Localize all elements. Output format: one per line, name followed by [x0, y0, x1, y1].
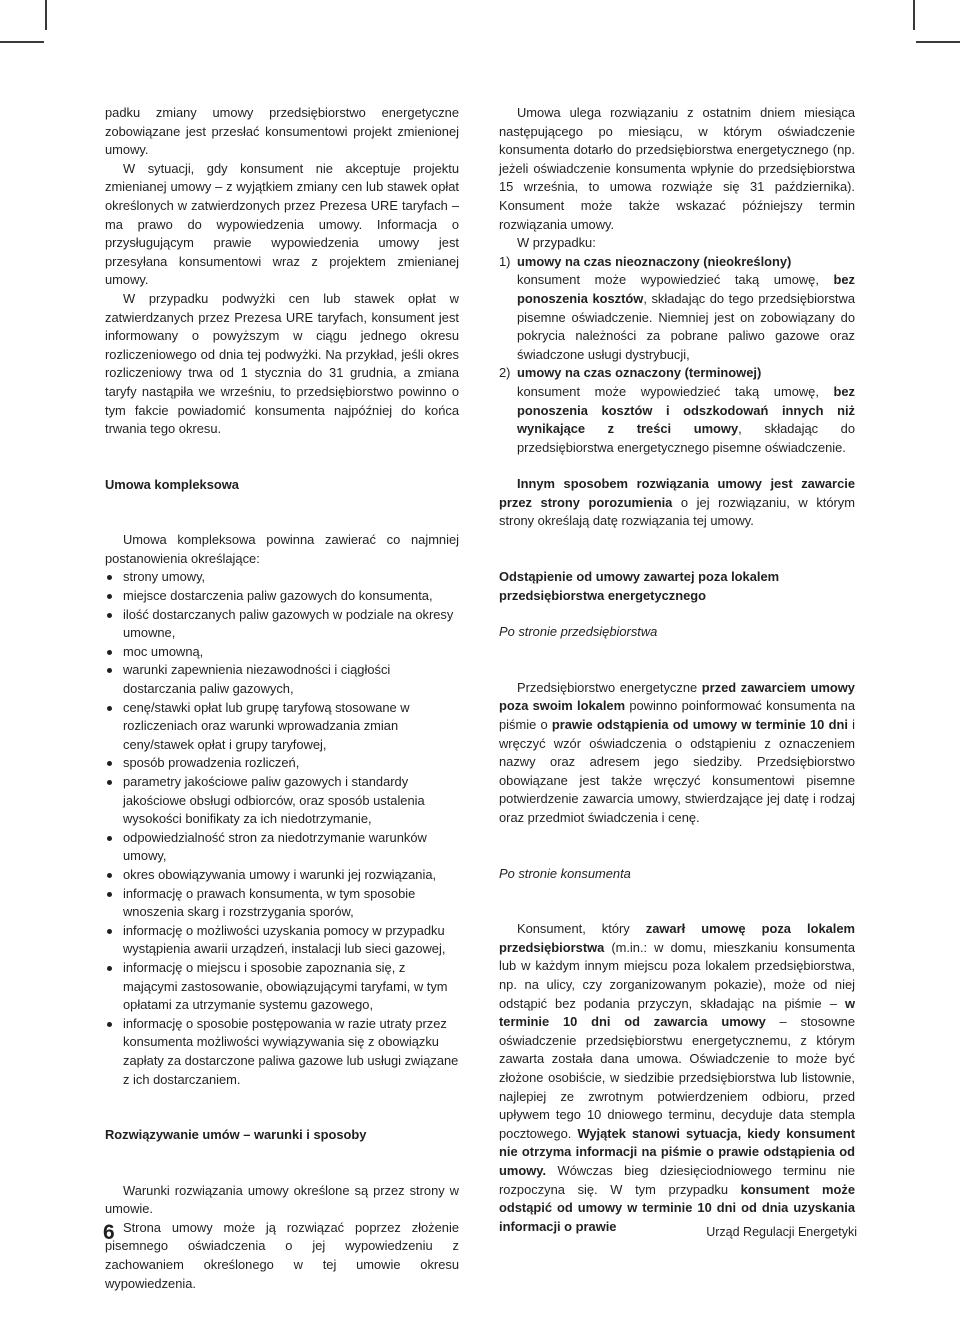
list-item: sposób prowadzenia rozliczeń,	[105, 754, 459, 773]
paragraph: Strona umowy może ją rozwiązać poprzez złożenie pisemnego oświadczenia o jej wypowiedzeniu z zachowaniem określonego w tej umowie okresu wypowiedzenia.	[105, 1219, 459, 1291]
section-heading: Umowa kompleksowa	[105, 476, 239, 492]
paragraph: Przedsiębiorstwo energetyczne przed zawarciem umowy poza swoim lokalem powinno poinformować konsumenta na piśmie o prawie odstąpienia od umowy w terminie 10 dni i wręczyć wzór oświadczenia o odstąpieniu z oznaczeniem nazwy oraz adresem jego siedziby. Przedsiębiorstwo obowiązane jest także wręczyć konsumentowi pisemne potwierdzenie zawarcia umowy, stwierdzające jej datę i rodzaj oraz przedmiot świadczenia i cenę.	[499, 679, 855, 825]
list-item: okres obowiązywania umowy i warunki jej rozwiązania,	[105, 866, 459, 885]
left-column	[105, 104, 459, 1293]
paragraph: padku zmiany umowy przedsiębiorstwo energetyczne zobowiązane jest przesłać konsumentowi projekt zmienionej umowy.	[105, 105, 459, 158]
list-item: ilość dostarczanych paliw gazowych w podziale na okresy umowne,	[105, 606, 459, 643]
list-item: strony umowy,	[105, 568, 459, 587]
list-number: 1)	[499, 253, 511, 269]
list-item: informację o miejscu i sposobie zapoznania się, z mającymi zastosowanie, obowiązującymi taryfami, w tym opłatami za utrzymanie systemu gazowego,	[105, 959, 459, 1015]
paragraph: W przypadku podwyżki cen lub stawek opłat w zatwierdzanych przez Prezesa URE taryfach, konsument jest informowany o powyższym w ciągu jednego okresu rozliczeniowego od dnia tej podwyżki. Na przykład, jeśli okres rozliczeniowy trwa od 1 stycznia do 31 grudnia, a zmiana taryfy nastąpiła we wrześniu, to przedsiębiorstwo powinno o tym fakcie powiadomić konsumenta najpóźniej do końca trwania tego okresu.	[105, 290, 459, 437]
list-item: moc umowną,	[105, 643, 459, 662]
paragraph: Umowa kompleksowa powinna zawierać co najmniej postanowienia określające:	[105, 532, 459, 566]
crop-mark	[913, 0, 915, 30]
paragraph: W przypadku:	[517, 235, 596, 251]
crop-mark	[916, 41, 960, 43]
section-heading: Odstąpienie od umowy zawartej poza lokalem przedsiębiorstwa energetycznego	[499, 569, 780, 603]
list-item	[499, 364, 855, 457]
list-item: informację o sposobie postępowania w razie utraty przez konsumenta możliwości wywiązywania się z obowiązku zapłaty za dostarczone paliwa gazowe lub usługi związane z ich dostarczaniem.	[105, 1015, 459, 1089]
crop-mark	[45, 0, 47, 30]
list-item: miejsce dostarczenia paliw gazowych do konsumenta,	[105, 587, 459, 606]
paragraph: Umowa ulega rozwiązaniu z ostatnim dniem miesiąca następującego po miesiącu, w którym oświadczenie konsumenta dotarło do przedsiębiorstwa energetycznego (np. jeżeli oświadczenie konsumenta wpłynie do przedsiębiorstwa 15 września, to umowa rozwiąże się 31 października). Konsument może także wskazać późniejszy termin rozwiązania umowy.	[499, 105, 855, 232]
section-heading: Rozwiązywanie umów – warunki i sposoby	[105, 1127, 367, 1143]
paragraph: W sytuacji, gdy konsument nie akceptuje projektu zmienianej umowy – z wyjątkiem zmiany cen lub stawek opłat określonych w zatwierdzonych przez Prezesa URE taryfach – ma prawo do wypowiedzenia umowy. Informacja o przysługującym prawie wypowiedzenia umowy jest przesyłana konsumentowi wraz z projektem zmienianej umowy.	[105, 160, 459, 288]
case-body: konsument może wypowiedzieć taką umowę, bez ponoszenia kosztów, składając do tego przedsiębiorstwa pisemne oświadczenie. Niemniej jest on zobowiązany do pokrycia należności za pobrane paliwo gazowe oraz świadczone usługi dystrybucji,	[517, 272, 855, 362]
case-title: umowy na czas oznaczony (terminowej)	[517, 365, 762, 381]
case-body: konsument może wypowiedzieć taką umowę, bez ponoszenia kosztów i odszkodowań innych niż wynikające z treści umowy, składając do przedsiębiorstwa energetycznego pisemne oświadczenie.	[517, 383, 856, 455]
list-number: 2)	[499, 365, 511, 381]
bullet-list	[105, 568, 459, 1089]
case-title: umowy na czas nieoznaczony (nieokreślony)	[517, 253, 792, 269]
subheading: Po stronie przedsiębiorstwa	[499, 624, 658, 640]
list-item	[499, 253, 855, 365]
paragraph: Konsument, który zawarł umowę poza lokalem przedsiębiorstwa (m.in.: w domu, mieszkaniu konsumenta lub w każdym innym miejscu poza lokalem przedsiębiorstwa, np. na ulicy, czy zorganizowanym pokazie), może od niej odstąpić bez podania przyczyn, składając na piśmie – w terminie 10 dni od zawarcia umowy – stosowne oświadczenie przedsiębiorstwu energetycznemu, z którym zawarta została dana umowa. Oświadczenie to może być złożone osobiście, w siedzibie przedsiębiorstwa lub listownie, najlepiej ze zwrotnym potwierdzeniem odbioru, przed upływem tego 10 dniowego terminu, decyduje data stempla pocztowego. Wyjątek stanowi sytuacja, kiedy konsument nie otrzyma informacji na piśmie o prawie odstąpienia od umowy. Wówczas bieg dziesięciodniowego terminu nie rozpoczyna się. W tym przypadku konsument może odstąpić od umowy w terminie 10 dni od dnia uzyskania informacji o prawie	[499, 921, 855, 1234]
list-item: warunki zapewnienia niezawodności i ciągłości dostarczania paliw gazowych,	[105, 661, 459, 698]
right-column	[499, 104, 855, 1236]
list-item: odpowiedzialność stron za niedotrzymanie warunków umowy,	[105, 829, 459, 866]
list-item: cenę/stawki opłat lub grupę taryfową stosowane w rozliczeniach oraz warunki wprowadzania zmian ceny/stawek opłat i grupy taryfowej,	[105, 699, 459, 755]
paragraph: Innym sposobem rozwiązania umowy jest zawarcie przez strony porozumienia o jej rozwiązaniu, w którym strony określają datę rozwiązania tej umowy.	[499, 476, 855, 529]
list-item: informację o możliwości uzyskania pomocy w przypadku wystąpienia awarii urządzeń, instalacji lub sieci gazowej,	[105, 922, 459, 959]
footer-organization: Urząd Regulacji Energetyki	[706, 1225, 857, 1239]
crop-mark	[0, 41, 44, 43]
subheading: Po stronie konsumenta	[499, 865, 631, 881]
paragraph: Warunki rozwiązania umowy określone są przez strony w umowie.	[105, 1182, 459, 1217]
page-number: 6	[103, 1221, 115, 1244]
case-list	[499, 253, 855, 458]
list-item: informację o prawach konsumenta, w tym sposobie wnoszenia skarg i rozstrzygania sporów,	[105, 885, 459, 922]
list-item: parametry jakościowe paliw gazowych i standardy jakościowe obsługi odbiorców, oraz sposób ustalenia wysokości bonifikaty za ich niedotrzymanie,	[105, 773, 459, 829]
